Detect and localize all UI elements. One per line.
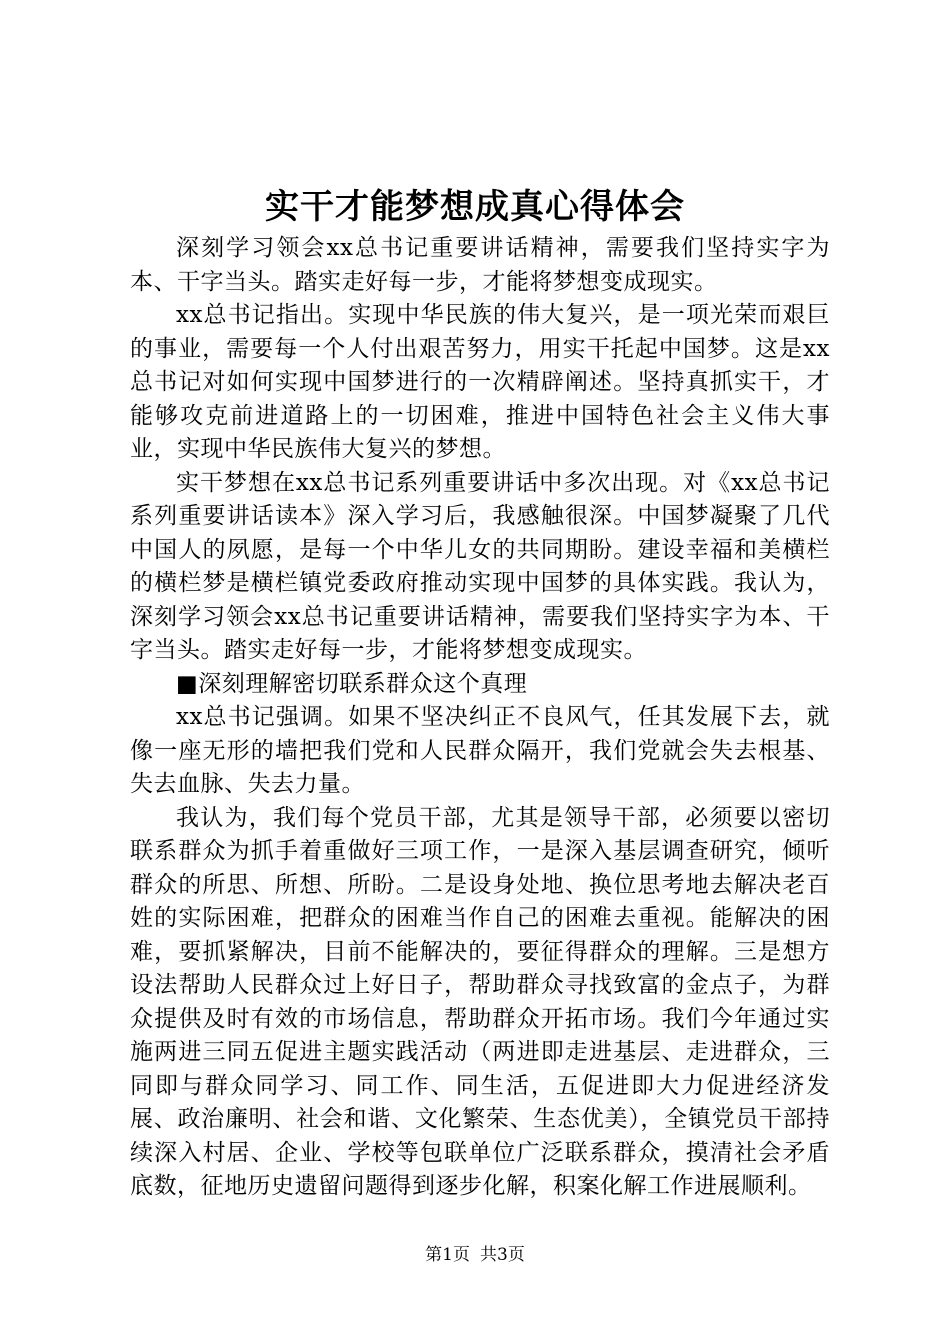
paragraph-4: xx总书记强调。如果不坚决纠正不良风气，任其发展下去，就像一座无形的墙把我们党和人民群众隔开，我们党就会失去根基、失去血脉、失去力量。 bbox=[130, 704, 830, 797]
paragraph-3: 实干梦想在xx总书记系列重要讲话中多次出现。对《xx总书记系列重要讲话读本》深入学习后，我感触很深。中国梦凝聚了几代中国人的夙愿，是每一个中华儿女的共同期盼。建设幸福和美横栏的横栏梦是横栏镇党委政府推动实现中国梦的具体实践。我认为，深刻学习领会xx总书记重要讲话精神，需要我们坚持实字为本、干字当头。踏实走好每一步，才能将梦想变成现实。 bbox=[130, 469, 830, 663]
document-title: 实干才能梦想成真心得体会 bbox=[265, 187, 685, 227]
page-number: 第1页 bbox=[425, 1245, 470, 1265]
paragraph-5: 我认为，我们每个党员干部，尤其是领导干部，必须要以密切联系群众为抓手着重做好三项工作，一是深入基层调查研究，倾听群众的所思、所想、所盼。二是设身处地、换位思考地去解决老百姓的实际困难，把群众的困难当作自己的困难去重视。能解决的困难，要抓紧解决，目前不能解决的，要征得群众的理解。三是想方设法帮助人民群众过上好日子，帮助群众寻找致富的金点子，为群众提供及时有效的市场信息，帮助群众开拓市场。我们今年通过实施两进三同五促进主题实践活动（两进即走进基层、走进群众，三同即与群众同学习、同工作、同生活，五促进即大力促进经济发展、政治廉明、社会和谐、文化繁荣、生态优美），全镇党员干部持续深入村居、企业、学校等包联单位广泛联系群众，摸清社会矛盾底数，征地历史遗留问题得到逐步化解，积案化解工作进展顺利。 bbox=[130, 804, 830, 1199]
page-total: 共3页 bbox=[480, 1245, 525, 1265]
paragraph-1: 深刻学习领会xx总书记重要讲话精神，需要我们坚持实字为本、干字当头。踏实走好每一步，才能将梦想变成现实。 bbox=[130, 235, 830, 295]
section-heading: ■深刻理解密切联系群众这个真理 bbox=[176, 670, 528, 697]
document-body bbox=[130, 232, 830, 1204]
paragraph-2: xx总书记指出。实现中华民族的伟大复兴，是一项光荣而艰巨的事业，需要每一个人付出艰苦努力，用实干托起中国梦。这是xx总书记对如何实现中国梦进行的一次精辟阐述。坚持真抓实干，才能够攻克前进道路上的一切困难，推进中国特色社会主义伟大事业，实现中华民族伟大复兴的梦想。 bbox=[130, 302, 830, 462]
page-footer bbox=[0, 1243, 950, 1267]
